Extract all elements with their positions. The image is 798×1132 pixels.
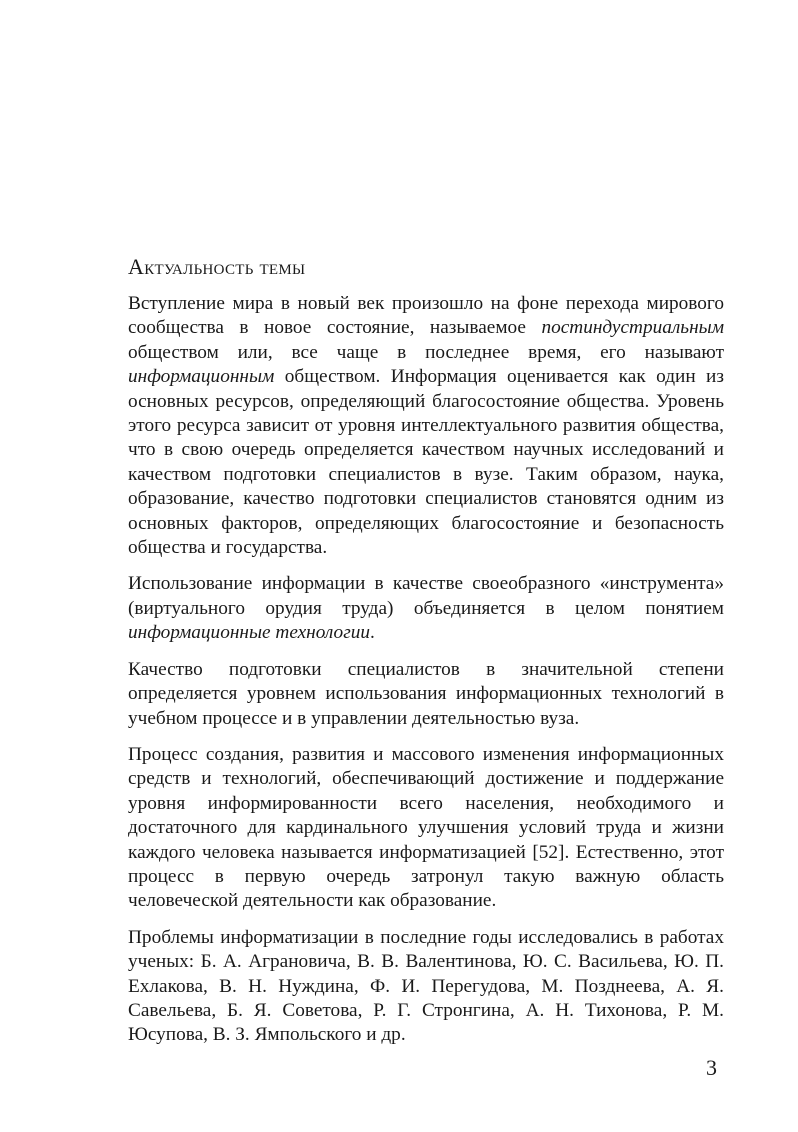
paragraph-2-emphasis: информационные технологии — [128, 622, 370, 644]
body-text — [128, 292, 724, 1060]
paragraph-1-emphasis-a: постиндустриальным — [541, 317, 724, 339]
paragraph-2-text-b: . — [370, 622, 375, 644]
paragraph-4: Процесс создания, развития и массового изменения информационных средств и технологий, обеспечивающий достижение и поддержание уровня информированности всего населения, необходимого и достаточного для кардинального улучшения условий труда и жизни каждого человека называется информатизацией [52]. Естественно, этот процесс в первую очередь затронул такую важную область человеческой деятельности как образование. — [128, 743, 724, 912]
paragraph-1-text-c: обществом. Информация оценивается как один из основных ресурсов, определяющий благосостояние общества. Уровень этого ресурса зависит от уровня интеллектуального развития общества, что в свою очередь определяется качеством научных исследований и качеством подготовки специалистов в вузе. Таким образом, наука, образование, качество подготовки специалистов становятся одним из основных факторов, определяющих благосостояние и безопасность общества и государства. — [128, 366, 724, 559]
paragraph-1-emphasis-b: информационным — [128, 366, 275, 388]
paragraph-1 — [128, 292, 724, 560]
paragraph-3: Качество подготовки специалистов в значительной степени определяется уровнем использования информационных технологий в учебном процессе и в управлении деятельностью вуза. — [128, 658, 724, 729]
paragraph-2-text-a: Использование информации в качестве своеобразного «инструмента» (виртуального орудия труда) объединяется в целом понятием — [128, 573, 724, 619]
page-number: 3 — [706, 1055, 717, 1080]
paragraph-2 — [128, 572, 724, 645]
section-heading: Актуальность темы — [128, 254, 306, 279]
paragraph-5: Проблемы информатизации в последние годы исследовались в работах ученых: Б. А. Аграновича, В. В. Валентинова, Ю. С. Васильева, Ю. П. Ехлакова, В. Н. Нуждина, Ф. И. Перегудова, М. Позднеева, А. Я. Савельева, Б. Я. Советова, Р. Г. Стронгина, А. Н. Тихонова, Р. М. Юсупова, В. З. Ямпольского и др. — [128, 926, 724, 1046]
paragraph-1-text-b: обществом или, все чаще в последнее время, его называют — [128, 341, 724, 363]
paragraph-1-text-a: Вступление мира в новый век произошло на фоне перехода мирового сообщества в новое состояние, называемое — [128, 293, 724, 339]
